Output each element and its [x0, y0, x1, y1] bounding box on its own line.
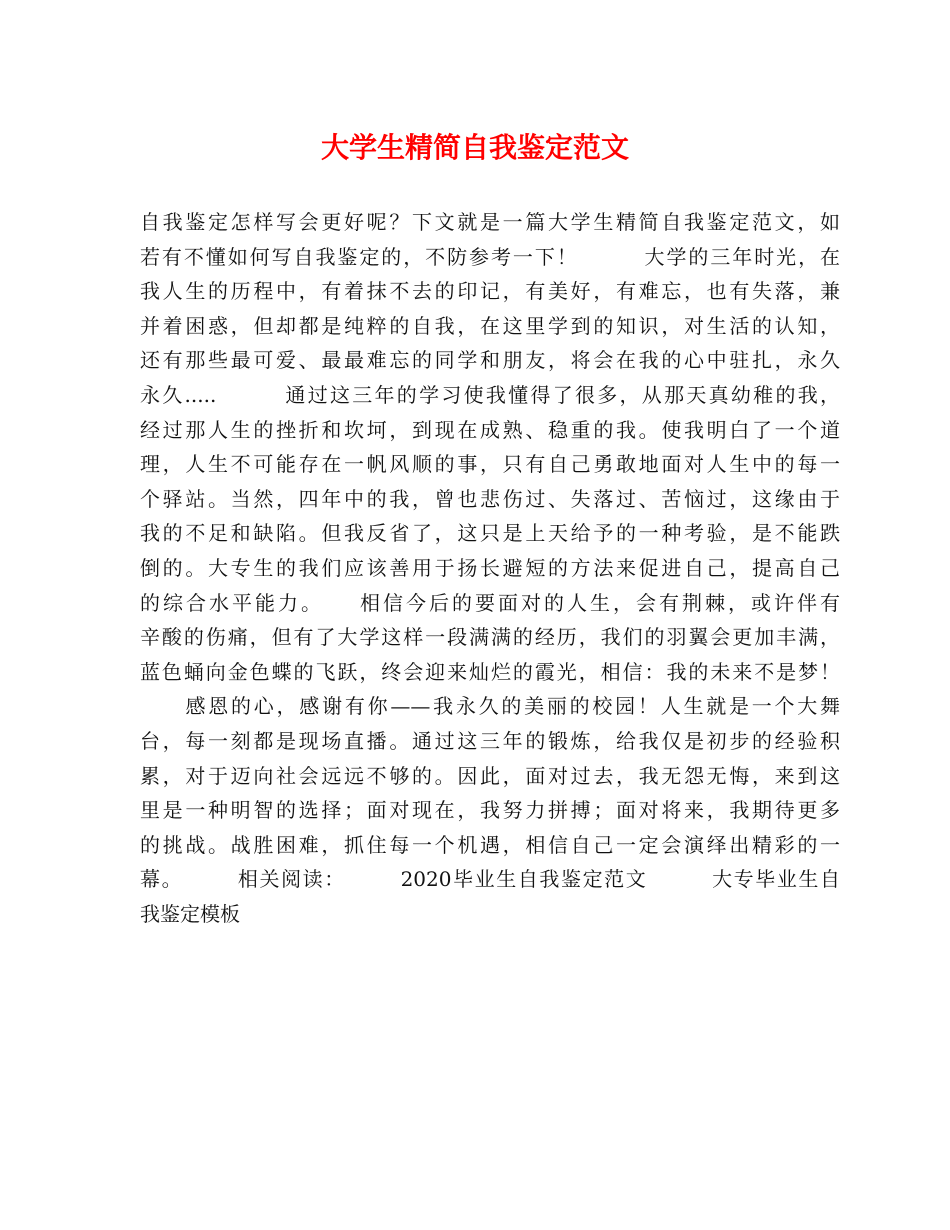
body-line: 感恩的心，感谢有你——我永久的美丽的校园！人生就是一个大舞: [140, 694, 840, 719]
body-line: 的综合水平能力。 相信今后的要面对的人生，会有荆棘，或许伴有: [140, 590, 840, 615]
body-line: 我鉴定模板: [140, 901, 240, 926]
body-line: 台，每一刻都是现场直播。通过这三年的锻炼，给我仅是初步的经验积: [140, 728, 840, 753]
body-line: 若有不懂如何写自我鉴定的，不防参考一下！ 大学的三年时光，在: [140, 244, 840, 269]
body-line: 还有那些最可爱、最最难忘的同学和朋友，将会在我的心中驻扎，永久: [140, 348, 840, 373]
document-title: 大学生精简自我鉴定范文: [320, 131, 629, 164]
body-line: 经过那人生的挫折和坎坷，到现在成熟、稳重的我。使我明白了一个道: [140, 417, 840, 442]
document-body: [140, 205, 840, 931]
body-line: 辛酸的伤痛，但有了大学这样一段满满的经历，我们的羽翼会更加丰满，: [140, 625, 840, 650]
body-line: 的挑战。战胜困难，抓住每一个机遇，相信自己一定会演绎出精彩的一: [140, 832, 840, 857]
body-line: 个驿站。当然，四年中的我，曾也悲伤过、失落过、苦恼过，这缘由于: [140, 486, 840, 511]
body-line: 并着困惑，但却都是纯粹的自我，在这里学到的知识，对生活的认知，: [140, 313, 840, 338]
body-line: 幕。 相关阅读： 2020毕业生自我鉴定范文 大专毕业生自: [140, 867, 840, 892]
body-line: 永久..... 通过这三年的学习使我懂得了很多，从那天真幼稚的我，: [140, 382, 840, 407]
body-line: 倒的。大专生的我们应该善用于扬长避短的方法来促进自己，提高自己: [140, 555, 840, 580]
body-line: 里是一种明智的选择；面对现在，我努力拼搏；面对将来，我期待更多: [140, 798, 840, 823]
body-line: 自我鉴定怎样写会更好呢？下文就是一篇大学生精简自我鉴定范文，如: [140, 210, 840, 234]
body-line: 理，人生不可能存在一帆风顺的事，只有自己勇敢地面对人生中的每一: [140, 452, 840, 477]
body-line: 我的不足和缺陷。但我反省了，这只是上天给予的一种考验，是不能跌: [140, 521, 840, 546]
body-line: 累，对于迈向社会远远不够的。因此，面对过去，我无怨无悔，来到这: [140, 763, 840, 788]
body-line: 蓝色蛹向金色蝶的飞跃，终会迎来灿烂的霞光，相信：我的未来不是梦！: [140, 659, 840, 684]
body-line: 我人生的历程中，有着抹不去的印记，有美好，有难忘，也有失落，兼: [140, 279, 840, 304]
